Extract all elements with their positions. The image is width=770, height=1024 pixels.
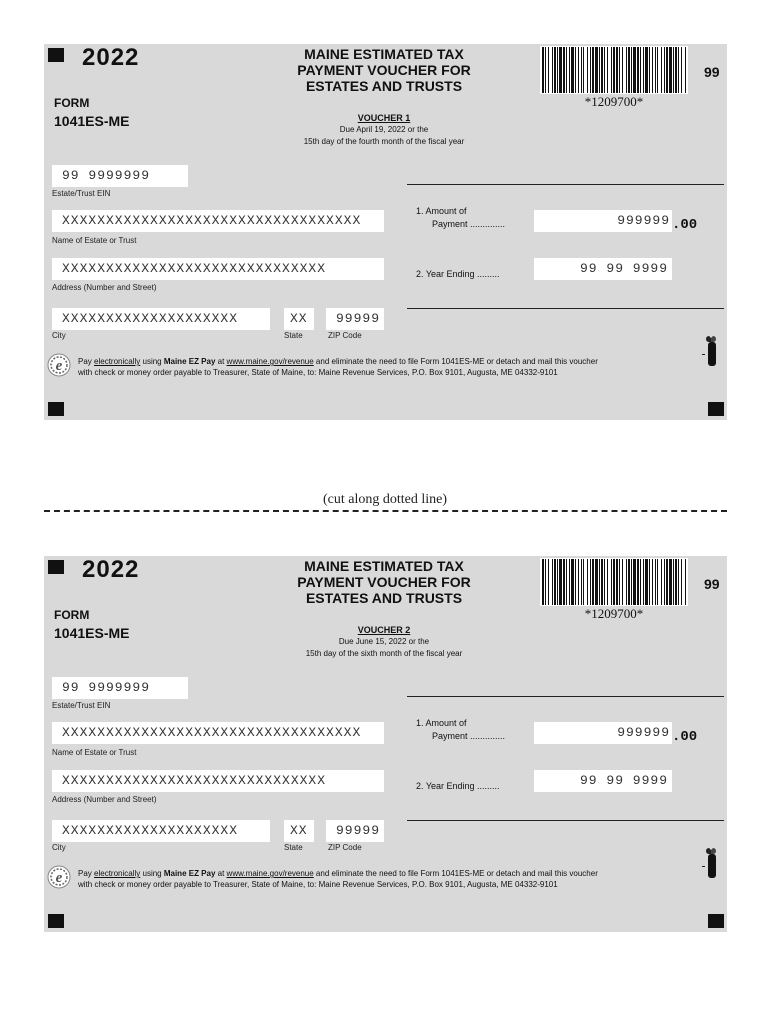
registration-mark — [48, 914, 64, 928]
registration-mark — [708, 914, 724, 928]
ein-caption: Estate/Trust EIN — [52, 189, 111, 198]
footer-text: and eliminate the need to file Form 1041ES-ME or detach and mail this voucher — [313, 357, 598, 366]
address-caption: Address (Number and Street) — [52, 283, 157, 292]
divider-rule — [407, 820, 724, 821]
title-line: ESTATES AND TRUSTS — [305, 78, 463, 94]
barcode — [540, 558, 688, 606]
registration-mark — [48, 402, 64, 416]
city-field[interactable]: XXXXXXXXXXXXXXXXXXXX — [52, 820, 270, 842]
name-field[interactable]: XXXXXXXXXXXXXXXXXXXXXXXXXXXXXXXXXX — [52, 210, 384, 232]
revenue-url-link[interactable]: www.maine.gov/revenue — [226, 357, 314, 366]
due-date — [244, 124, 524, 148]
footer-text: at — [215, 869, 227, 878]
footer-text: at — [215, 357, 227, 366]
cut-line-label: (cut along dotted line) — [322, 492, 448, 507]
due-line: 15th day of the sixth month of the fiscal year — [305, 649, 463, 658]
address-caption: Address (Number and Street) — [52, 795, 157, 804]
zip-caption: ZIP Code — [328, 331, 362, 340]
footer-instructions — [78, 356, 718, 378]
voucher-number: VOUCHER 1 — [357, 113, 411, 123]
footer-text: Pay — [78, 357, 95, 366]
city-caption: City — [52, 331, 66, 340]
electronically-link[interactable]: electronically — [94, 357, 141, 366]
voucher-title — [259, 46, 509, 94]
registration-mark — [48, 560, 64, 574]
title-line: ESTATES AND TRUSTS — [305, 590, 463, 606]
state-caption: State — [284, 331, 303, 340]
scissors-icon — [701, 332, 721, 370]
amount-field[interactable]: 999999 — [534, 210, 672, 232]
ez-pay-icon — [47, 353, 71, 377]
ez-pay-icon — [47, 865, 71, 889]
voucher-2 — [44, 556, 727, 932]
barcode-text: *1209700* — [584, 606, 644, 621]
zip-caption: ZIP Code — [328, 843, 362, 852]
tax-year: 2022 — [82, 556, 140, 583]
title-line: PAYMENT VOUCHER FOR — [297, 62, 471, 78]
divider-rule — [407, 308, 724, 309]
svg-text:e: e — [55, 358, 63, 374]
year-ending-field[interactable]: 99 99 9999 — [534, 770, 672, 792]
line2-label: 2. Year Ending ......... — [416, 269, 500, 279]
due-line: Due June 15, 2022 or the — [338, 637, 430, 646]
voucher-number: VOUCHER 2 — [357, 625, 411, 635]
name-caption: Name of Estate or Trust — [52, 236, 137, 245]
divider-rule — [407, 184, 724, 185]
corner-code: 99 — [704, 64, 720, 80]
footer-text: using — [140, 869, 164, 878]
electronically-link[interactable]: electronically — [94, 869, 141, 878]
zip-field[interactable]: 99999 — [326, 308, 384, 330]
address-field[interactable]: XXXXXXXXXXXXXXXXXXXXXXXXXXXXXX — [52, 770, 384, 792]
footer-text: with check or money order payable to Treasurer, State of Maine, to: Maine Revenue Services, P.O. Box 9101, Augusta, ME 04332-9101 — [78, 368, 558, 377]
line1-label-b: Payment .............. — [432, 731, 506, 741]
ein-field[interactable]: 99 9999999 — [52, 677, 188, 699]
footer-text: using — [140, 357, 164, 366]
corner-code: 99 — [704, 576, 720, 592]
ez-pay-name: Maine EZ Pay — [163, 869, 216, 878]
title-line: MAINE ESTIMATED TAX — [304, 558, 464, 574]
title-line: MAINE ESTIMATED TAX — [304, 46, 464, 62]
form-number: 1041ES-ME — [54, 113, 130, 129]
line1-label-a: 1. Amount of — [416, 206, 467, 216]
ez-pay-name: Maine EZ Pay — [163, 357, 216, 366]
name-field[interactable]: XXXXXXXXXXXXXXXXXXXXXXXXXXXXXXXXXX — [52, 722, 384, 744]
due-line: Due April 19, 2022 or the — [339, 125, 429, 134]
address-field[interactable]: XXXXXXXXXXXXXXXXXXXXXXXXXXXXXX — [52, 258, 384, 280]
name-caption: Name of Estate or Trust — [52, 748, 137, 757]
voucher-1 — [44, 44, 727, 420]
city-field[interactable]: XXXXXXXXXXXXXXXXXXXX — [52, 308, 270, 330]
state-field[interactable]: XX — [284, 820, 314, 842]
registration-mark — [708, 402, 724, 416]
barcode — [540, 46, 688, 94]
ein-field[interactable]: 99 9999999 — [52, 165, 188, 187]
footer-text: Pay — [78, 869, 95, 878]
line1-label-b: Payment .............. — [432, 219, 506, 229]
form-label: FORM — [54, 96, 90, 110]
revenue-url-link[interactable]: www.maine.gov/revenue — [226, 869, 314, 878]
footer-instructions — [78, 868, 718, 890]
footer-text: with check or money order payable to Treasurer, State of Maine, to: Maine Revenue Services, P.O. Box 9101, Augusta, ME 04332-9101 — [78, 880, 558, 889]
footer-text: and eliminate the need to file Form 1041ES-ME or detach and mail this voucher — [313, 869, 598, 878]
divider-rule — [407, 696, 724, 697]
scissors-icon — [701, 844, 721, 882]
city-caption: City — [52, 843, 66, 852]
form-label: FORM — [54, 608, 90, 622]
line1-label — [416, 205, 505, 231]
barcode-text: *1209700* — [584, 94, 644, 109]
tax-year: 2022 — [82, 44, 140, 71]
voucher-title — [259, 558, 509, 606]
state-caption: State — [284, 843, 303, 852]
form-number: 1041ES-ME — [54, 625, 130, 641]
registration-mark — [48, 48, 64, 62]
zip-field[interactable]: 99999 — [326, 820, 384, 842]
due-line: 15th day of the fourth month of the fiscal year — [303, 137, 465, 146]
line1-label — [416, 717, 505, 743]
amount-cents: .00 — [672, 217, 698, 233]
svg-text:e: e — [55, 870, 63, 886]
amount-field[interactable]: 999999 — [534, 722, 672, 744]
title-line: PAYMENT VOUCHER FOR — [297, 574, 471, 590]
line2-label: 2. Year Ending ......... — [416, 781, 500, 791]
amount-cents: .00 — [672, 729, 698, 745]
ein-caption: Estate/Trust EIN — [52, 701, 111, 710]
cut-line — [44, 510, 727, 512]
due-date — [244, 636, 524, 660]
year-ending-field[interactable]: 99 99 9999 — [534, 258, 672, 280]
state-field[interactable]: XX — [284, 308, 314, 330]
line1-label-a: 1. Amount of — [416, 718, 467, 728]
